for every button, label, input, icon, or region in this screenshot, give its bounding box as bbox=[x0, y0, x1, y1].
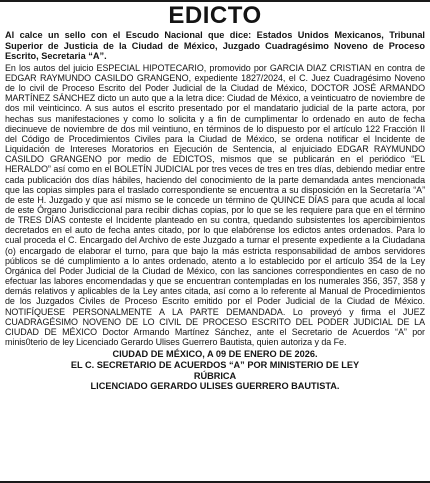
signature-rubrica: RÚBRICA bbox=[193, 370, 237, 381]
signature-date: CIUDAD DE MÉXICO, A 09 DE ENERO DE 2026. bbox=[112, 349, 318, 360]
edict-body-text: En los autos del juicio ESPECIAL HIPOTECARIO, promovido por GARCIA DIAZ CRISTIAN en contra de EDGAR RAYMUNDO CASILDO GRANGENO, expediente 1827/2024, el C. Juez Cuadragésimo Noveno de lo civil de Proceso Escrito del Poder Judicial de la Ciudad de México, DOCTOR JOSÉ ARMANDO MARTÍNEZ SÁNCHEZ dicto un auto que a la letra dice: Ciudad de México, a veinticuatro de noviembre de dos mil veinticinco. A sus autos el escrito presentado por el mandatario judicial de la parte actora, por hechas sus manifestaciones y como lo solicita y a fin de cumplimentar lo ordenado en auto de fecha diecinueve de noviembre de dos mil veintiuno, en términos de lo dispuesto por el artículo 122 Fracción II del Código de Procedimientos Civiles para la Ciudad de México, se ordena notificar el Incidente de Liquidación de Intereses Moratorios en Ejecución de Sentencia, al enjuiciado EDGAR RAYMUNDO CASILDO GRANGENO por medio de EDICTOS, mismos que se publicarán en el periódico “EL HERALDO” así como en el BOLETÍN JUDICIAL por tres veces de tres en tres días, debiendo mediar entre cada publicación dos días hábiles, haciendo del conocimiento de la parte demandada antes mencionada que las copias simples para el traslado correspondiente se encuentra a su disposición en la Secretaría “A” de este H. Juzgado y que así mismo se le concede un término de QUINCE DÍAS para que acuda al local de este Órgano Jurisdiccional para recibir dichas copias, por lo que se les requiere para que en el término de TRES DÍAS conteste el Incidente planteado en su contra, quedando subsistentes los apercibimientos decretados en el auto de fecha antes citado, por lo que elabórense los edictos antes ordenados. Para lo cual proceda el C. Encargado del Archivo de este Juzgado a turnar el presente expediente a la Ciudadana (o) encargado de elaborar el turno, para que bajo la más estricta responsabilidad de ambos servidores públicos se dé cumplimiento a lo antes ordenado, atento a lo establecido por el artículo 354 de la Ley Orgánica del Poder Judicial de la Ciudad de México, con las sanciones correspondientes en caso de no efectuar las labores encomendadas y que se encuentran contempladas en los numerales 356, 357, 358 y demás relativos y aplicables de la Ley antes citada, así como a lo referente al Manual de Procedimientos de los Juzgados Civiles de Proceso Escrito emitido por el Poder Judicial de la Ciudad de México. NOTIFÍQUESE PERSONALMENTE A LA PARTE DEMANDADA. Lo proveyó y firma el JUEZ CUADRAGÉSIMO NOVENO DE LO CIVIL DE PROCESO ESCRITO DEL PODER JUDICIAL DE LA CIUDAD DE MÉXICO Doctor Armando Martínez Sánchez, ante el Secretario de Acuerdos “A” por minis0terio de ley Licenciado Gerardo Ulises Guerrero Bautista, quien autoriza y da Fe. bbox=[5, 62, 425, 347]
seal-header-paragraph: Al calce un sello con el Escudo Nacional que dice: Estados Unidos Mexicanos, Tribunal Superior de Justicia de la Ciudad de México, Juzgado Cuadragésimo Noveno de Proceso Escrito, Secretaria “A”. bbox=[5, 30, 425, 62]
signature-role: EL C. SECRETARIO DE ACUERDOS “A” POR MINISTERIO DE LEY bbox=[70, 359, 360, 370]
top-border-rule bbox=[0, 0, 430, 2]
edict-title: EDICTO bbox=[168, 2, 262, 29]
signature-name: LICENCIADO GERARDO ULISES GUERRERO BAUTISTA. bbox=[90, 381, 340, 392]
